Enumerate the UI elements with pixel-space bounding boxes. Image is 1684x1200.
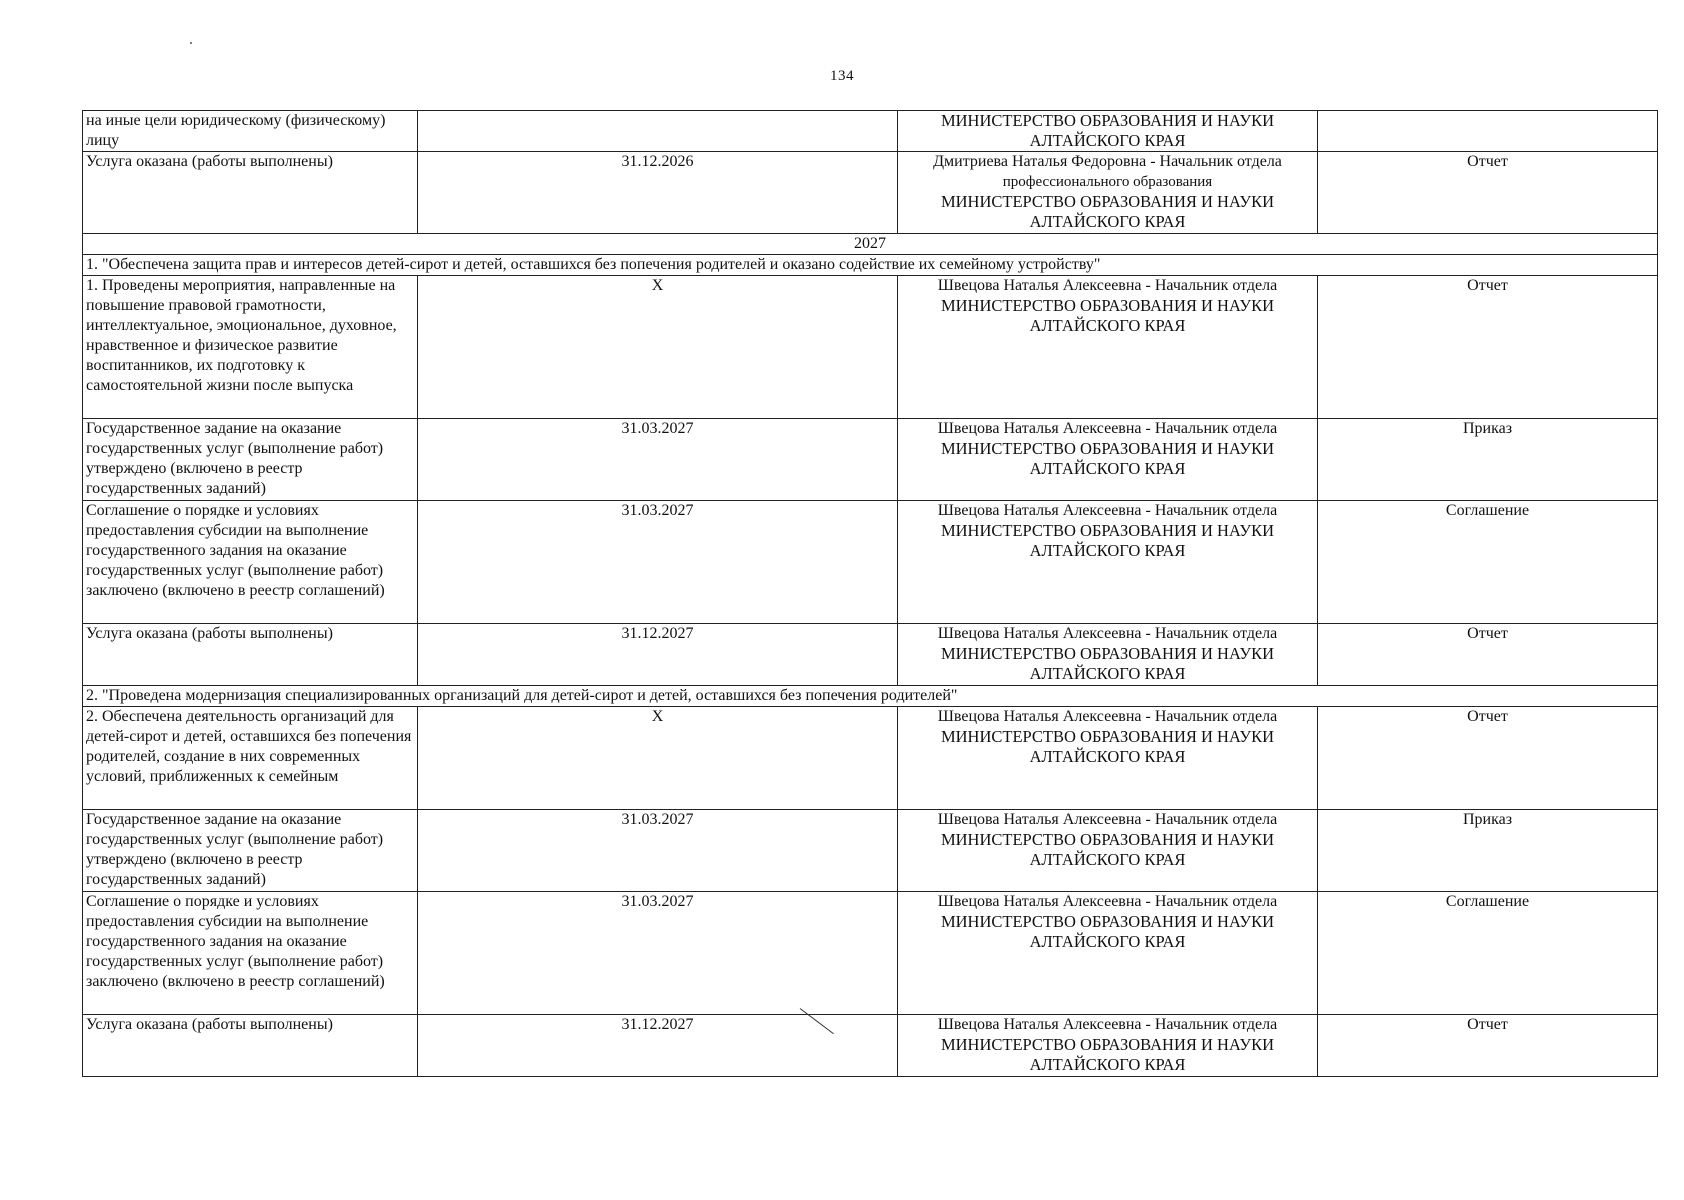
year-row <box>83 234 1658 255</box>
table-row <box>83 111 1658 152</box>
event-description: на иные цели юридическому (физическому) лицу <box>83 111 418 152</box>
scan-speck <box>190 42 192 44</box>
responsible-cell <box>898 624 1318 686</box>
responsible-org: МИНИСТЕРСТВО ОБРАЗОВАНИЯ И НАУКИ АЛТАЙСКОГО КРАЯ <box>940 296 1275 335</box>
event-description: 2. Обеспечена деятельность организаций для детей-сирот и детей, оставшихся без попечения родителей, создание в них современных условий, приближенных к семейным <box>83 707 418 810</box>
responsible-org: МИНИСТЕРСТВО ОБРАЗОВАНИЯ И НАУКИ АЛТАЙСКОГО КРАЯ <box>940 727 1275 766</box>
due-date: 31.03.2027 <box>418 892 898 1015</box>
responsible-person: Швецова Наталья Алексеевна - Начальник отдела <box>937 277 1278 294</box>
plan-table-body <box>83 111 1658 1077</box>
event-description: Услуга оказана (работы выполнены) <box>83 624 418 686</box>
document-type: Соглашение <box>1318 892 1658 1015</box>
responsible-person: Швецова Наталья Алексеевна - Начальник отдела <box>937 420 1278 437</box>
document-type: Отчет <box>1318 276 1658 419</box>
section-row <box>83 255 1658 276</box>
due-date: X <box>418 276 898 419</box>
responsible-org: МИНИСТЕРСТВО ОБРАЗОВАНИЯ И НАУКИ АЛТАЙСКОГО КРАЯ <box>940 1035 1275 1074</box>
responsible-cell <box>898 501 1318 624</box>
responsible-org: МИНИСТЕРСТВО ОБРАЗОВАНИЯ И НАУКИ АЛТАЙСКОГО КРАЯ <box>940 912 1275 951</box>
plan-table <box>82 110 1658 1077</box>
section-row <box>83 686 1658 707</box>
table-row <box>83 1015 1658 1077</box>
due-date <box>418 111 898 152</box>
responsible-cell <box>898 152 1318 234</box>
responsible-org: МИНИСТЕРСТВО ОБРАЗОВАНИЯ И НАУКИ АЛТАЙСКОГО КРАЯ <box>940 830 1275 869</box>
document-type: Отчет <box>1318 152 1658 234</box>
responsible-org: МИНИСТЕРСТВО ОБРАЗОВАНИЯ И НАУКИ АЛТАЙСКОГО КРАЯ <box>940 644 1275 683</box>
document-type: Отчет <box>1318 707 1658 810</box>
event-description: Соглашение о порядке и условиях предоставления субсидии на выполнение государственного задания на оказание государственных услуг (выполнение работ) заключено (включено в реестр соглашений) <box>83 501 418 624</box>
table-row <box>83 810 1658 892</box>
table-row <box>83 501 1658 624</box>
responsible-org: МИНИСТЕРСТВО ОБРАЗОВАНИЯ И НАУКИ АЛТАЙСКОГО КРАЯ <box>940 439 1275 478</box>
responsible-person: Швецова Наталья Алексеевна - Начальник отдела <box>937 893 1278 910</box>
due-date: 31.03.2027 <box>418 501 898 624</box>
event-description: Услуга оказана (работы выполнены) <box>83 1015 418 1077</box>
table-row <box>83 276 1658 419</box>
document-type: Отчет <box>1318 624 1658 686</box>
document-type: Отчет <box>1318 1015 1658 1077</box>
table-row <box>83 892 1658 1015</box>
responsible-person: Швецова Наталья Алексеевна - Начальник отдела <box>937 625 1278 642</box>
responsible-person: Швецова Наталья Алексеевна - Начальник отдела <box>937 502 1278 519</box>
responsible-person: Швецова Наталья Алексеевна - Начальник отдела <box>937 1016 1278 1033</box>
due-date: 31.03.2027 <box>418 810 898 892</box>
due-date: 31.12.2027 <box>418 624 898 686</box>
due-date: 31.12.2027 <box>418 1015 898 1077</box>
year-label: 2027 <box>83 234 1658 255</box>
section-title: 1. "Обеспечена защита прав и интересов детей-сирот и детей, оставшихся без попечения родителей и оказано содействие их семейному устройству" <box>83 255 1658 276</box>
event-description: Государственное задание на оказание государственных услуг (выполнение работ) утверждено (включено в реестр государственных заданий) <box>83 810 418 892</box>
responsible-cell <box>898 111 1318 152</box>
section-title: 2. "Проведена модернизация специализированных организаций для детей-сирот и детей, оставшихся без попечения родителей" <box>83 686 1658 707</box>
responsible-cell <box>898 810 1318 892</box>
responsible-cell <box>898 419 1318 501</box>
responsible-org: МИНИСТЕРСТВО ОБРАЗОВАНИЯ И НАУКИ АЛТАЙСКОГО КРАЯ <box>940 192 1275 231</box>
responsible-cell <box>898 276 1318 419</box>
responsible-cell <box>898 707 1318 810</box>
responsible-cell <box>898 1015 1318 1077</box>
responsible-person: Швецова Наталья Алексеевна - Начальник отдела <box>937 811 1278 828</box>
table-row <box>83 707 1658 810</box>
responsible-person: Швецова Наталья Алексеевна - Начальник отдела <box>937 708 1278 725</box>
due-date: 31.03.2027 <box>418 419 898 501</box>
responsible-org: МИНИСТЕРСТВО ОБРАЗОВАНИЯ И НАУКИ АЛТАЙСКОГО КРАЯ <box>940 521 1275 560</box>
event-description: Государственное задание на оказание государственных услуг (выполнение работ) утверждено (включено в реестр государственных заданий) <box>83 419 418 501</box>
table-row <box>83 419 1658 501</box>
document-type: Соглашение <box>1318 501 1658 624</box>
due-date: X <box>418 707 898 810</box>
document-type <box>1318 111 1658 152</box>
document-type: Приказ <box>1318 419 1658 501</box>
table-row <box>83 624 1658 686</box>
due-date: 31.12.2026 <box>418 152 898 234</box>
table-row <box>83 152 1658 234</box>
event-description: 1. Проведены мероприятия, направленные на повышение правовой грамотности, интеллектуальное, эмоциональное, духовное, нравственное и физическое развитие воспитанников, их подготовку к самостоятельной жизни после выпуска <box>83 276 418 419</box>
event-description: Соглашение о порядке и условиях предоставления субсидии на выполнение государственного задания на оказание государственных услуг (выполнение работ) заключено (включено в реестр соглашений) <box>83 892 418 1015</box>
responsible-cell <box>898 892 1318 1015</box>
page-number: 134 <box>830 68 854 84</box>
event-description: Услуга оказана (работы выполнены) <box>83 152 418 234</box>
document-type: Приказ <box>1318 810 1658 892</box>
responsible-person: Дмитриева Наталья Федоровна - Начальник отдела <box>933 153 1282 170</box>
responsible-org: МИНИСТЕРСТВО ОБРАЗОВАНИЯ И НАУКИ АЛТАЙСКОГО КРАЯ <box>940 111 1275 150</box>
responsible-unit: профессионального образования <box>1002 174 1213 190</box>
